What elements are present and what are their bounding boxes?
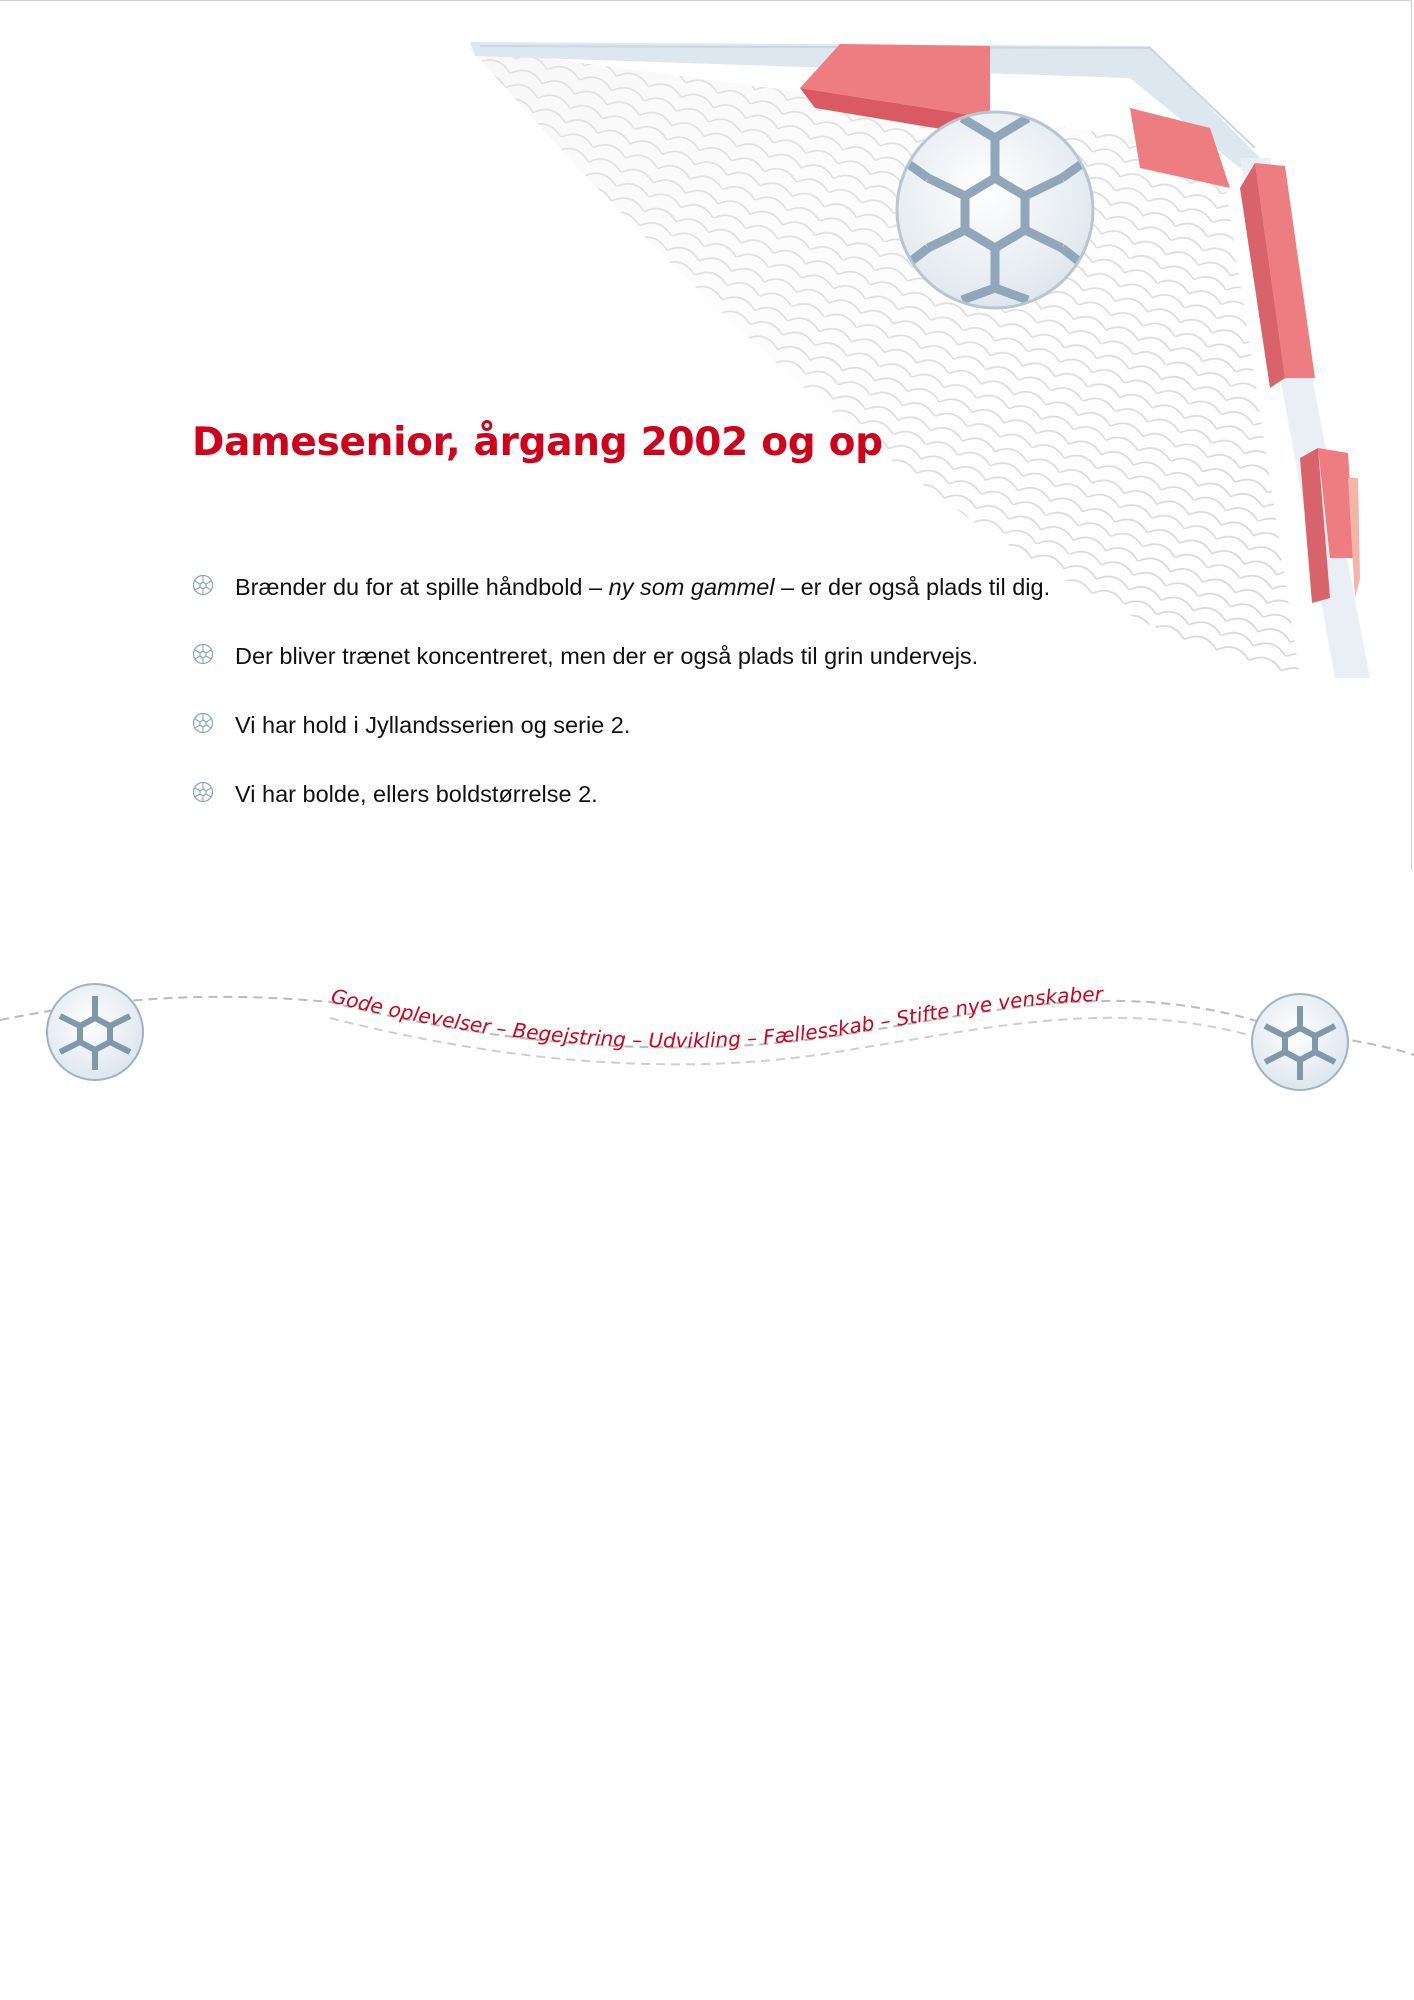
bullet-text: Der bliver trænet koncentreret, men der er også plads til grin undervejs. (235, 643, 979, 669)
bullet-text: Vi har hold i Jyllandsserien og serie 2. (235, 712, 631, 738)
svg-text:Gode oplevelser – Begejstrin (329, 982, 1105, 1053)
bullet-text-tail: – er der også plads til dig. (774, 574, 1051, 600)
slogan-band (0, 960, 1414, 1110)
bullet-list (192, 570, 1092, 846)
slogan-text: Gode oplevelser – Begejstring – Udvikling – Fællesskab – Stifte nye venskaber (328, 981, 1104, 1053)
bullet-item (192, 570, 1092, 605)
bullet-item (192, 708, 1092, 743)
handball-left-icon (47, 984, 143, 1080)
bullet-item (192, 777, 1092, 812)
handball-icon (192, 643, 214, 665)
bullet-text: Vi har bolde, ellers boldstørrelse 2. (235, 781, 598, 807)
handball-icon (192, 574, 214, 596)
handball-icon (192, 712, 214, 734)
bullet-emphasis: ny som gammel (608, 574, 775, 600)
page-title: Damesenior, årgang 2002 og op (192, 420, 883, 465)
handball-right-icon (1252, 994, 1348, 1090)
handball-icon (192, 781, 214, 803)
bullet-text: Brænder du for at spille håndbold – (235, 574, 609, 600)
bullet-item (192, 639, 1092, 674)
